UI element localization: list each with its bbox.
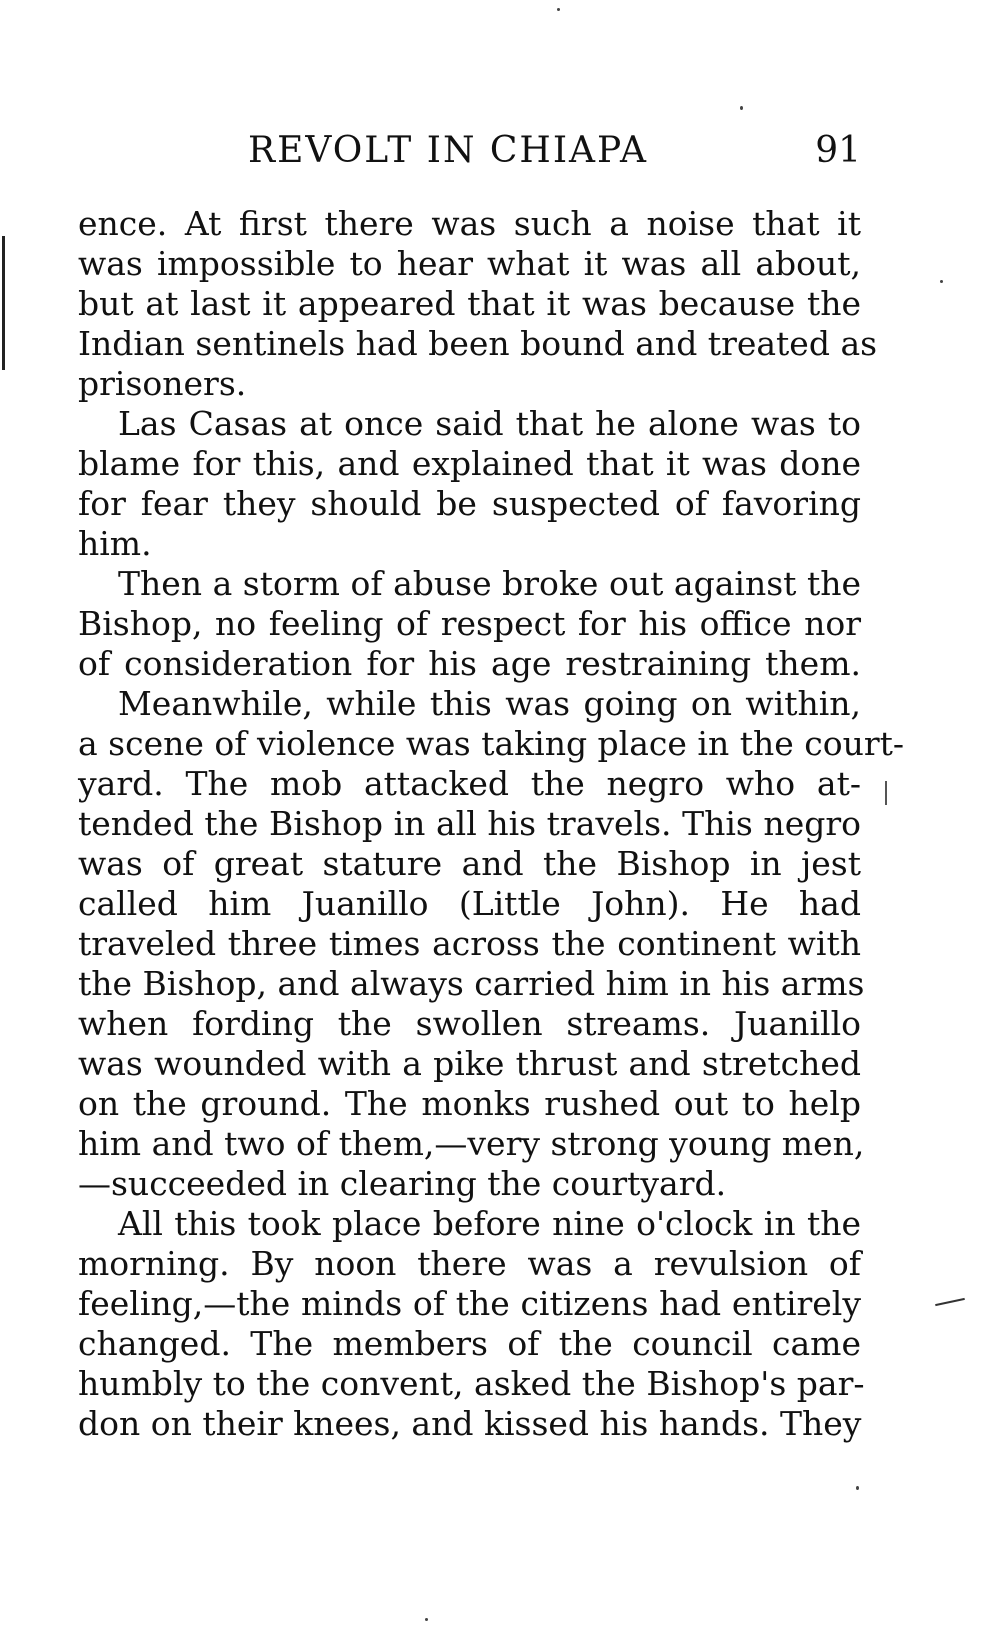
text-line: Bishop, no feeling of respect for his office nor xyxy=(78,604,861,643)
page-number: 91 xyxy=(815,130,861,171)
scan-speck xyxy=(425,1618,428,1621)
text-line: feeling,—the minds of the citizens had entirely xyxy=(78,1284,861,1323)
text-line: was wounded with a pike thrust and stretched xyxy=(78,1044,861,1083)
text-line: called him Juanillo (Little John). He had xyxy=(78,884,861,923)
scan-tick-mark xyxy=(885,781,887,805)
scan-speck xyxy=(856,1486,859,1490)
text-line: Meanwhile, while this was going on within, xyxy=(118,684,861,723)
text-line: Then a storm of abuse broke out against the xyxy=(118,564,861,603)
text-line: Indian sentinels had been bound and treated as xyxy=(78,324,878,363)
text-line: was impossible to hear what it was all about, xyxy=(78,244,861,283)
text-line: but at last it appeared that it was because the xyxy=(78,284,861,323)
text-line: yard. The mob attacked the negro who at- xyxy=(78,764,861,803)
text-line: blame for this, and explained that it was done xyxy=(78,444,861,483)
scan-speck xyxy=(740,106,743,110)
scan-speck xyxy=(940,280,943,283)
text-line: was of great stature and the Bishop in jest xyxy=(78,844,861,883)
scan-dash-mark xyxy=(935,1298,965,1306)
text-line: changed. The members of the council came xyxy=(78,1324,861,1363)
text-line: the Bishop, and always carried him in his arms xyxy=(78,964,865,1003)
text-line: tended the Bishop in all his travels. This negro xyxy=(78,804,861,843)
text-line: prisoners. xyxy=(78,364,247,403)
text-line: humbly to the convent, asked the Bishop's par- xyxy=(78,1364,865,1403)
text-line: on the ground. The monks rushed out to help xyxy=(78,1084,861,1123)
text-line: traveled three times across the continent with xyxy=(78,924,861,963)
scan-speck xyxy=(557,8,560,11)
text-line: when fording the swollen streams. Juanillo xyxy=(78,1004,861,1043)
body-text xyxy=(78,204,905,1444)
running-title: REVOLT IN CHIAPA xyxy=(248,130,648,171)
text-line: All this took place before nine o'clock in the xyxy=(118,1204,861,1243)
text-line: —succeeded in clearing the courtyard. xyxy=(78,1164,727,1203)
scan-edge-mark xyxy=(2,236,5,370)
text-line: for fear they should be suspected of favoring xyxy=(78,484,861,523)
text-line: don on their knees, and kissed his hands. They xyxy=(78,1404,862,1443)
running-head xyxy=(78,128,861,174)
text-line: him and two of them,—very strong young men, xyxy=(78,1124,865,1163)
text-line: a scene of violence was taking place in the court- xyxy=(78,724,905,763)
text-line: ence. At first there was such a noise that it xyxy=(78,204,861,243)
text-line: morning. By noon there was a revulsion of xyxy=(78,1244,861,1283)
text-line: Las Casas at once said that he alone was to xyxy=(118,404,861,443)
text-line: him. xyxy=(78,524,152,563)
text-line: of consideration for his age restraining them. xyxy=(78,644,861,683)
